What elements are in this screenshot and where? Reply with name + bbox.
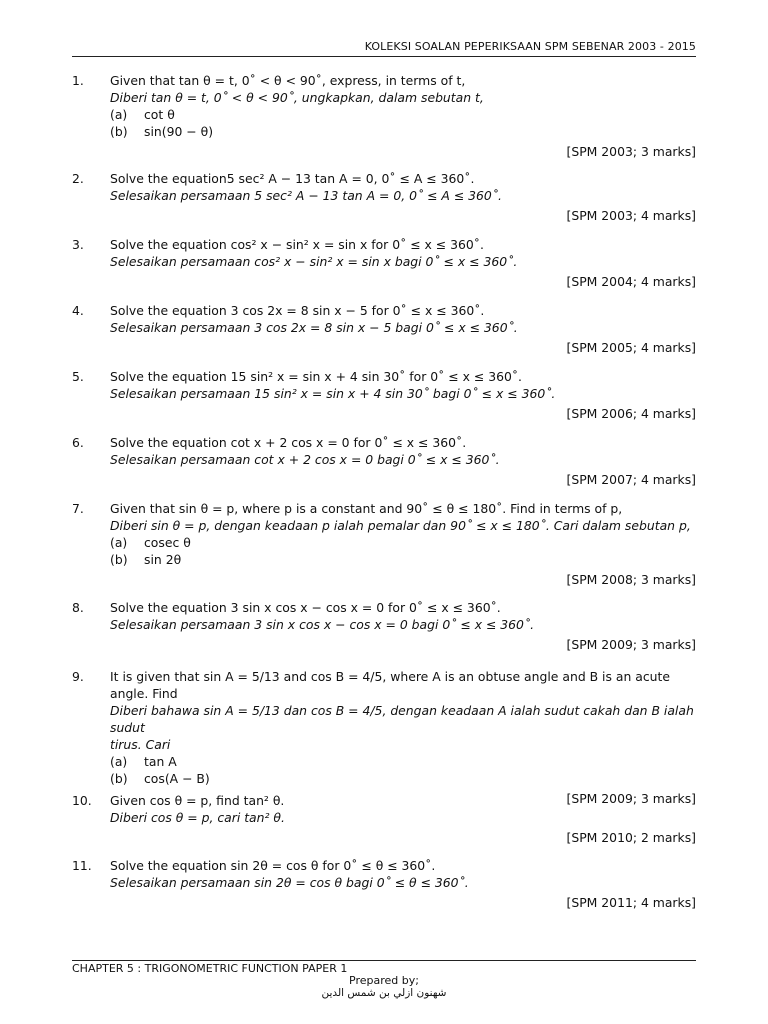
- question-text-ms: Diberi sin θ = p, dengan keadaan p ialah pemalar dan 90˚ ≤ x ≤ 180˚. Cari dalam sebutan p,: [110, 518, 691, 533]
- question-number: 2.: [72, 171, 84, 186]
- part-text: cot θ: [144, 107, 175, 122]
- question-body: [110, 302, 696, 356]
- question-text-en: Given that sin θ = p, where p is a constant and 90˚ ≤ θ ≤ 180˚. Find in terms of p,: [110, 501, 623, 516]
- marks-label: [SPM 2010; 2 marks]: [566, 830, 696, 845]
- question-body: [110, 72, 696, 160]
- question-part: [110, 770, 696, 787]
- marks-label: [SPM 2007; 4 marks]: [566, 472, 696, 487]
- question-number: 1.: [72, 73, 84, 88]
- question-text-ms: Diberi cos θ = p, cari tan² θ.: [110, 810, 285, 825]
- marks-label: [SPM 2003; 4 marks]: [566, 208, 696, 223]
- question-4: [72, 302, 696, 356]
- question-body: [110, 857, 696, 911]
- question-text-en: It is given that sin A = 5/13 and cos B = 4/5, where A is an obtuse angle and B is an acute angle. Find: [110, 669, 671, 701]
- question-1: [72, 72, 696, 160]
- question-number: 3.: [72, 237, 84, 252]
- question-5: [72, 368, 696, 422]
- question-text-ms: Selesaikan persamaan 15 sin² x = sin x + 4 sin 30˚ bagi 0˚ ≤ x ≤ 360˚.: [110, 386, 556, 401]
- question-body: [110, 236, 696, 290]
- part-text: sin(90 − θ): [144, 124, 214, 139]
- question-number: 9.: [72, 669, 84, 684]
- question-11: [72, 857, 696, 911]
- question-number: 4.: [72, 303, 84, 318]
- marks-label: [SPM 2011; 4 marks]: [566, 895, 696, 910]
- question-body: [110, 668, 696, 807]
- question-number: 11.: [72, 858, 92, 873]
- question-body: [110, 368, 696, 422]
- question-text-en: Given that tan θ = t, 0˚ < θ < 90˚, express, in terms of t,: [110, 73, 466, 88]
- marks-label: [SPM 2009; 3 marks]: [566, 637, 696, 652]
- question-9: [72, 668, 696, 807]
- question-part: [110, 106, 696, 123]
- question-text-en: Solve the equation cot x + 2 cos x = 0 for 0˚ ≤ x ≤ 360˚.: [110, 435, 467, 450]
- marks-label: [SPM 2008; 3 marks]: [566, 572, 696, 587]
- question-number: 8.: [72, 600, 84, 615]
- marks-label: [SPM 2006; 4 marks]: [566, 406, 696, 421]
- question-text-ms: Selesaikan persamaan 3 cos 2x = 8 sin x − 5 bagi 0˚ ≤ x ≤ 360˚.: [110, 320, 518, 335]
- question-text-en: Solve the equation 3 cos 2x = 8 sin x − 5 for 0˚ ≤ x ≤ 360˚.: [110, 303, 485, 318]
- question-6: [72, 434, 696, 488]
- question-7: [72, 500, 696, 588]
- question-text-ms: Selesaikan persamaan cot x + 2 cos x = 0 bagi 0˚ ≤ x ≤ 360˚.: [110, 452, 500, 467]
- question-text-ms: Selesaikan persamaan 3 sin x cos x − cos x = 0 bagi 0˚ ≤ x ≤ 360˚.: [110, 617, 535, 632]
- question-text-ms: Selesaikan persamaan sin 2θ = cos θ bagi 0˚ ≤ θ ≤ 360˚.: [110, 875, 469, 890]
- question-part: [110, 753, 696, 770]
- marks-label: [SPM 2004; 4 marks]: [566, 274, 696, 289]
- question-part: [110, 534, 696, 551]
- question-text-ms: Diberi tan θ = t, 0˚ < θ < 90˚, ungkapkan, dalam sebutan t,: [110, 90, 484, 105]
- footer-divider: [72, 960, 696, 961]
- marks-label: [SPM 2009; 3 marks]: [566, 791, 696, 806]
- footer-chapter: CHAPTER 5 : TRIGONOMETRIC FUNCTION PAPER 1: [72, 962, 348, 975]
- part-label: (b): [110, 124, 128, 139]
- question-2: [72, 170, 696, 224]
- question-text-en: Solve the equation cos² x − sin² x = sin x for 0˚ ≤ x ≤ 360˚.: [110, 237, 484, 252]
- part-label: (b): [110, 771, 128, 786]
- part-text: cosec θ: [144, 535, 191, 550]
- question-part: [110, 123, 696, 140]
- question-text-en: Solve the equation 3 sin x cos x − cos x = 0 for 0˚ ≤ x ≤ 360˚.: [110, 600, 501, 615]
- question-3: [72, 236, 696, 290]
- question-body: [110, 500, 696, 588]
- marks-label: [SPM 2005; 4 marks]: [566, 340, 696, 355]
- question-part: [110, 551, 696, 568]
- question-number: 7.: [72, 501, 84, 516]
- question-number: 10.: [72, 793, 92, 808]
- question-text-ms: Diberi bahawa sin A = 5/13 dan cos B = 4/5, dengan keadaan A ialah sudut cakah dan B ialah sudut: [110, 703, 694, 735]
- question-10: [72, 792, 696, 846]
- part-label: (a): [110, 535, 128, 550]
- question-number: 6.: [72, 435, 84, 450]
- question-text-ms: tirus. Cari: [110, 737, 171, 752]
- question-body: [110, 170, 696, 224]
- header-title: KOLEKSI SOALAN PEPERIKSAAN SPM SEBENAR 2003 - 2015: [364, 40, 696, 53]
- question-text-ms: Selesaikan persamaan cos² x − sin² x = sin x bagi 0˚ ≤ x ≤ 360˚.: [110, 254, 518, 269]
- question-body: [110, 599, 696, 653]
- question-body: [110, 792, 696, 846]
- question-text-en: Solve the equation5 sec² A − 13 tan A = 0, 0˚ ≤ A ≤ 360˚.: [110, 171, 475, 186]
- question-text-en: Given cos θ = p, find tan² θ.: [110, 793, 285, 808]
- question-text-ms: Selesaikan persamaan 5 sec² A − 13 tan A = 0, 0˚ ≤ A ≤ 360˚.: [110, 188, 502, 203]
- part-label: (a): [110, 107, 128, 122]
- part-text: tan A: [144, 754, 177, 769]
- footer-prepared: Prepared by;: [349, 974, 419, 987]
- footer-author: شهنون ازلي بن شمس الدين: [321, 987, 447, 999]
- question-text-en: Solve the equation sin 2θ = cos θ for 0˚ ≤ θ ≤ 360˚.: [110, 858, 436, 873]
- question-body: [110, 434, 696, 488]
- marks-label: [SPM 2003; 3 marks]: [566, 144, 696, 159]
- question-number: 5.: [72, 369, 84, 384]
- part-text: cos(A − B): [144, 771, 210, 786]
- page-header: [72, 40, 696, 57]
- question-8: [72, 599, 696, 653]
- part-text: sin 2θ: [144, 552, 182, 567]
- part-label: (b): [110, 552, 128, 567]
- question-text-en: Solve the equation 15 sin² x = sin x + 4 sin 30˚ for 0˚ ≤ x ≤ 360˚.: [110, 369, 523, 384]
- part-label: (a): [110, 754, 128, 769]
